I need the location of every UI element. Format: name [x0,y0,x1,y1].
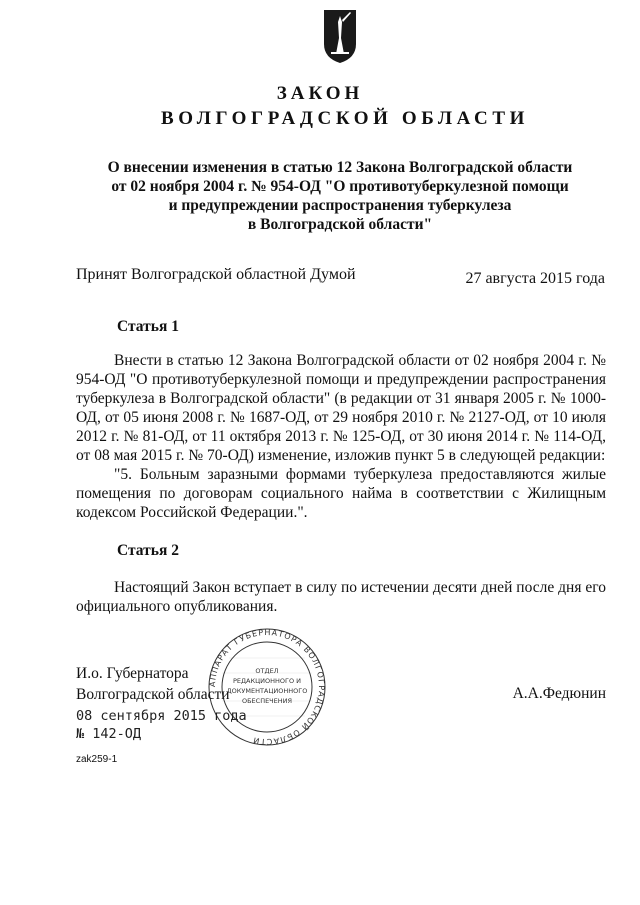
article-1-text: Внести в статью 12 Закона Волгоградской области от 02 ноября 2004 г. № 954-ОД "О противотуберкулезной помощи и предупреждении распространения туберкулеза в Волгоградской области" (в редакции от 31 января 2005 г. № 1000-ОД, от 05 июня 2008 г. № 1687-ОД, от 29 ноября 2010 г. № 2127-ОД, от 10 июля 2012 г. № 81-ОД, от 11 октября 2013 г. № 125-ОД, от 30 июня 2014 г. № 114-ОД, от 08 мая 2015 г. № 70-ОД) изменение, изложив пункт 5 в следующей редакции: [76,352,606,464]
signatory-position-line: Волгоградской области [76,686,230,703]
subtitle-line: О внесении изменения в статью 12 Закона Волгоградской области [107,159,573,176]
subtitle-line: в Волгоградской области" [247,216,433,233]
document-type-title: ЗАКОН [276,83,364,104]
signatory-position [76,663,230,705]
registration-info [76,707,247,743]
document-code: zak259-1 [76,754,118,765]
article-2-text: Настоящий Закон вступает в силу по истечении десяти дней после дня его официального опубликования. [76,579,606,615]
stamp-inner-line: ОБЕСПЕЧЕНИЯ [241,697,293,705]
signed-date: 08 сентября 2015 года [76,708,247,724]
volgograd-coat-of-arms-icon [322,8,358,64]
stamp-inner-line: ОТДЕЛ [255,667,279,675]
stamp-outer-text: АППАРАТ ГУБЕРНАТОРА ВОЛГОГРАДСКОЙ ОБЛАСТИ [207,628,327,746]
adoption-date: 27 августа 2015 года [465,270,605,287]
article-2-body [76,578,606,616]
subtitle-line: от 02 ноября 2004 г. № 954-ОД "О противотуберкулезной помощи [111,178,569,195]
stamp-inner-line: ДОКУМЕНТАЦИОННОГО [226,687,308,695]
article-1-body [76,351,606,522]
signatory-name: А.А.Федюнин [512,685,606,702]
law-number: № 142-ОД [76,726,142,742]
stamp-inner-line: РЕДАКЦИОННОГО И [232,677,302,685]
law-subtitle [80,158,600,234]
article-2-heading: Статья 2 [117,542,179,559]
adopted-by: Принят Волгоградской областной Думой [76,266,356,283]
article-1-quote: "5. Больным заразными формами туберкулеза предоставляются жилые помещения по договорам социального найма в соответствии с Жилищным кодексом Российской Федерации.". [76,466,606,521]
region-title: ВОЛГОГРАДСКОЙ ОБЛАСТИ [160,108,530,129]
article-1-heading: Статья 1 [117,318,179,335]
subtitle-line: и предупреждении распространения туберкулеза [168,197,512,214]
signatory-position-line: И.о. Губернатора [76,665,189,682]
